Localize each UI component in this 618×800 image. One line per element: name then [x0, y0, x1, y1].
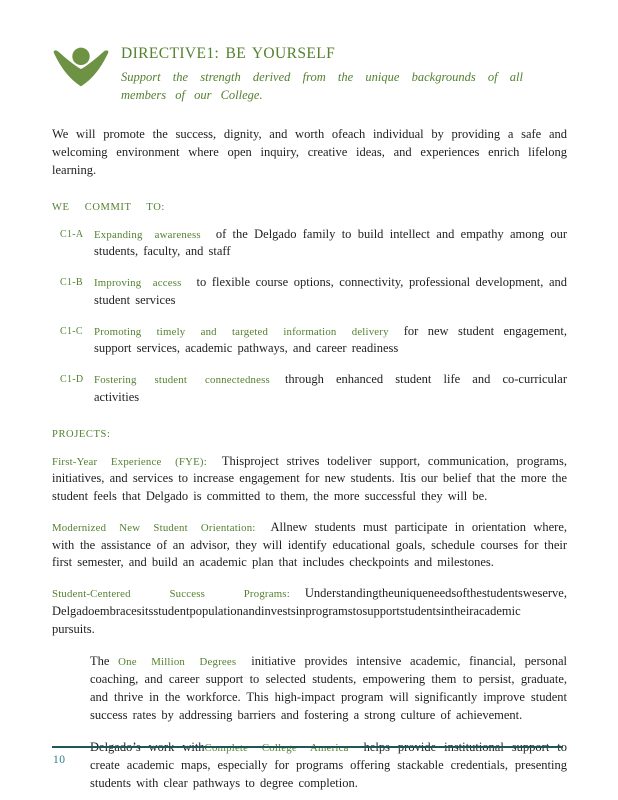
green-lead-text: Modernized New Student Orientation: [52, 521, 256, 534]
commit-item-body [94, 226, 567, 262]
header-text-block [121, 44, 567, 104]
project-paragraph-one-million-degrees [90, 653, 567, 724]
commit-item-lead: Improving access [94, 277, 182, 289]
commit-item-text: to flexible course options, connectivity, professional development, and student services [94, 275, 567, 307]
body-text: The [90, 654, 119, 669]
commit-item-body [94, 323, 567, 359]
commit-item-c1a [52, 226, 567, 262]
body-text: Delgado’s work with [90, 740, 205, 755]
college-logo-icon [52, 46, 110, 94]
commit-item-body [94, 371, 567, 407]
directive-header [52, 44, 567, 104]
commit-item-id: C1-B [60, 277, 83, 288]
green-lead-text: Complete College America [204, 742, 349, 755]
commit-item-text: through enhanced student life and co-curricular activities [94, 372, 567, 404]
footer-divider [52, 746, 563, 748]
intro-paragraph: We will promote the success, dignity, and worth ofeach individual by providing a safe and welcoming environment where open inquiry, creative ideas, and experiences enrich lifelong learning. [52, 127, 567, 177]
we-commit-heading: WE COMMIT TO: [52, 201, 165, 213]
commit-item-body [94, 274, 567, 310]
commit-item-text: of the Delgado family to build intellect and empathy among our students, faculty, and staff [94, 226, 567, 259]
commit-item-id: C1-D [60, 374, 84, 385]
commit-item-lead: Fostering student connectedness [94, 374, 270, 386]
body-text: Understandingtheuniqueneedsofthestudentsweserve, Delgadoembracesitsstudentpopulationandinvestsinprogramstosupportstudentsintheiracademic pursuits. [52, 586, 567, 636]
directive-subtitle: Support the strength derived from the unique backgrounds of all members of our College. [121, 70, 523, 103]
green-lead-text: One Million Degrees [118, 656, 237, 669]
project-paragraph-fye [52, 453, 567, 506]
project-paragraph-success-programs [52, 585, 567, 638]
body-text: initiative provides intensive academic, financial, personal coaching, and career support to selected students, empowering them to persist, graduate, and thrive in the workforce. This high-impact program will significantly improve student success rates by addressing barriers and fostering a strong culture of achievement. [90, 654, 567, 722]
project-paragraph-orientation [52, 519, 567, 572]
commit-item-c1d [52, 371, 567, 407]
commit-item-text: for new student engagement, support services, academic pathways, and career readiness [94, 323, 568, 356]
page-number: 10 [53, 754, 66, 766]
commit-item-lead: Expanding awareness [94, 228, 201, 241]
commit-item-c1c [52, 323, 567, 359]
commit-item-c1b [52, 274, 567, 310]
projects-heading: PROJECTS: [52, 428, 111, 440]
directive-title: DIRECTIVE1: BE YOURSELF [121, 45, 336, 62]
commit-item-id: C1-C [60, 325, 83, 337]
green-lead-text: Student-Centered Success Programs: [52, 588, 290, 600]
commit-item-lead: Promoting timely and targeted information delivery [94, 325, 389, 338]
body-text: Thisproject strives todeliver support, communication, programs, initiatives, and services to increase engagement for new students. Itis our belief that the more the student feels that Delgado is committed to them, the more successful they will be. [52, 453, 567, 503]
green-lead-text: First-Year Experience (FYE): [52, 455, 207, 468]
commit-item-id: C1-A [60, 228, 84, 240]
body-text: Allnew students must participate in orientation where, with the assistance of an advisor, they will identify educational goals, schedule courses for their first semester, and build an academic plan that includes checkpoints and milestones. [52, 519, 567, 570]
body-text: helps provide institutional support to create academic maps, especially for programs offering stackable credentials, presenting students with clear pathways to degree completion. [90, 740, 567, 790]
